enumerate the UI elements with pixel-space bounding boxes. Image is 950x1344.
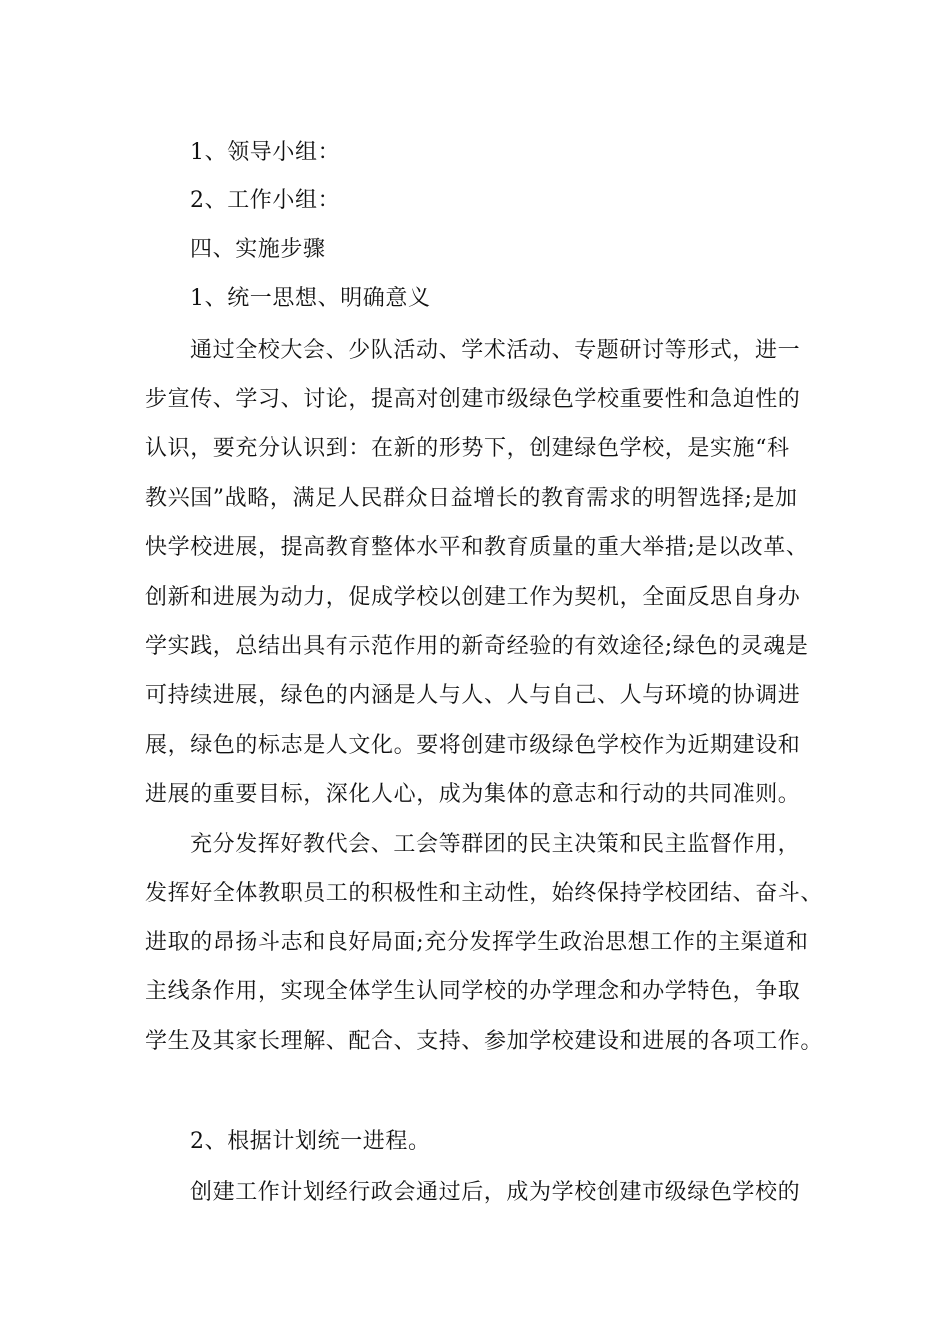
item-working-group: 2、工作小组： (190, 188, 341, 213)
paragraph-2-line-3: 进取的昂扬斗志和良好局面;充分发挥学生政治思想工作的主渠道和 (145, 930, 809, 955)
paragraph-1-line-9: 展，绿色的标志是人文化。要将创建市级绿色学校作为近期建设和 (145, 733, 801, 758)
paragraph-1-line-4: 教兴国”战略，满足人民群众日益增长的教育需求的明智选择;是加 (145, 486, 798, 511)
paragraph-2-line-2: 发挥好全体教职员工的积极性和主动性，始终保持学校团结、奋斗、 (145, 881, 824, 906)
paragraph-2-line-5: 学生及其家长理解、配合、支持、参加学校建设和进展的各项工作。 (145, 1029, 824, 1054)
paragraph-1-line-7: 学实践，总结出具有示范作用的新奇经验的有效途径;绿色的灵魂是 (145, 634, 809, 659)
paragraph-1-line-6: 创新和进展为动力，促成学校以创建工作为契机，全面反思自身办 (145, 585, 801, 610)
paragraph-1-line-1: 通过全校大会、少队活动、学术活动、专题研讨等形式，进一 (190, 338, 801, 363)
paragraph-3-line-1: 创建工作计划经行政会通过后，成为学校创建市级绿色学校的 (190, 1180, 801, 1205)
paragraph-1-line-3: 认识，要充分认识到：在新的形势下，创建绿色学校，是实施“科 (145, 436, 790, 461)
item-leadership-group: 1、领导小组： (190, 140, 341, 165)
paragraph-1-line-8: 可持续进展，绿色的内涵是人与人、人与自己、人与环境的协调进 (145, 683, 801, 708)
section-heading-implementation-steps: 四、实施步骤 (190, 237, 326, 262)
paragraph-1-line-10: 进展的重要目标，深化人心，成为集体的意志和行动的共同准则。 (145, 782, 801, 807)
paragraph-2-line-1: 充分发挥好教代会、工会等群团的民主决策和民主监督作用， (190, 832, 801, 857)
paragraph-1-line-5: 快学校进展，提高教育整体水平和教育质量的重大举措;是以改革、 (145, 535, 809, 560)
subheading-unify-thinking: 1、统一思想、明确意义 (190, 286, 431, 311)
subheading-unify-progress: 2、根据计划统一进程。 (190, 1129, 431, 1154)
paragraph-1-line-2: 步宣传、学习、讨论，提高对创建市级绿色学校重要性和急迫性的 (145, 387, 801, 412)
paragraph-2-line-4: 主线条作用，实现全体学生认同学校的办学理念和办学特色，争取 (145, 979, 801, 1004)
